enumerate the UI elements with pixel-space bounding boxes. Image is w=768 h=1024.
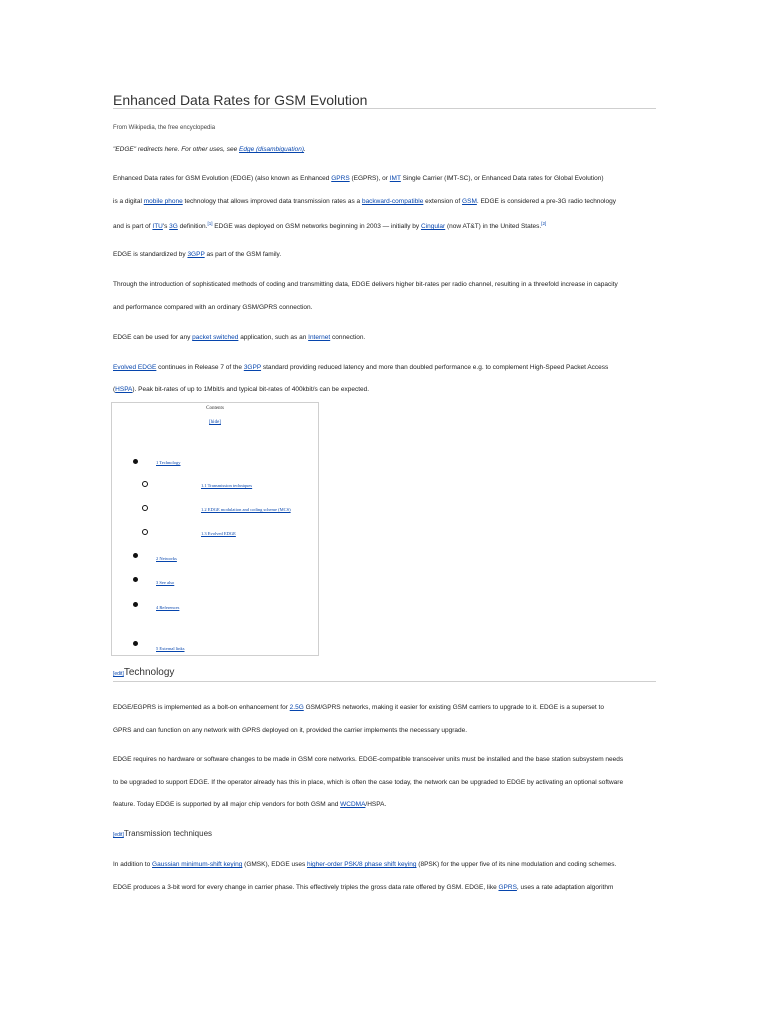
transmission-line: EDGE produces a 3-bit word for every change in carrier phase. This effectively triples the gross data rate offered by GSM. EDGE, like GPRS, uses a rate adaptation algorithm (113, 884, 614, 891)
gmsk-link[interactable]: Gaussian minimum-shift keying (152, 861, 243, 868)
toc-item-modulation-coding-scheme[interactable]: 1.2 EDGE modulation and coding scheme (MCS) (201, 507, 291, 512)
bullet-icon (133, 577, 138, 582)
reference-1[interactable]: [1] (207, 221, 213, 226)
technology-line: to be upgraded to support EDGE. If the operator already has this in place, which is often the case today, the network can be upgraded to EDGE by activating an optional software (113, 779, 624, 786)
reference-2[interactable]: [2] (541, 221, 547, 226)
circle-bullet-icon (142, 481, 148, 487)
toc-title: Contents (206, 406, 224, 411)
page-title: Enhanced Data Rates for GSM Evolution (113, 92, 368, 108)
3gpp-link[interactable]: 3GPP (187, 251, 205, 258)
internet-link[interactable]: Internet (308, 334, 331, 341)
technology-line: feature. Today EDGE is supported by all major chip vendors for both GSM and WCDMA/HSPA. (113, 801, 387, 808)
technology-line: EDGE requires no hardware or software changes to be made in GSM core networks. EDGE-compatible transceiver units must be installed and the base station subsystem needs (113, 756, 624, 763)
circle-bullet-icon (142, 529, 148, 535)
intro-line: (HSPA). Peak bit-rates of up to 1Mbit/s and typical bit-rates of 400kbit/s can be expected. (113, 386, 370, 393)
technology-line: GPRS and can function on any network with GPRS deployed on it, provided the carrier implements the necessary upgrade. (113, 727, 468, 734)
section-heading-technology: [edit]Technology (113, 667, 175, 678)
intro-line: Evolved EDGE continues in Release 7 of the 3GPP standard providing reduced latency and more than doubled performance e.g. to complement High-Speed Packet Access (113, 364, 609, 371)
mobile-phone-link[interactable]: mobile phone (143, 198, 183, 205)
section-divider (113, 681, 656, 682)
wcdma-link[interactable]: WCDMA (340, 801, 366, 808)
imt-link[interactable]: IMT (389, 175, 401, 182)
2-5g-link[interactable]: 2.5G (289, 704, 304, 711)
packet-switched-link[interactable]: packet switched (192, 334, 239, 341)
intro-line: and performance compared with an ordinary GSM/GPRS connection. (113, 304, 313, 311)
transmission-line: In addition to Gaussian minimum-shift keying (GMSK), EDGE uses higher-order PSK/8 phase shift keying (8PSK) for the upper five of its nine modulation and coding schemes. (113, 861, 617, 868)
edge-disambiguation-link[interactable]: Edge (disambiguation) (239, 146, 305, 153)
toc-item-transmission-techniques[interactable]: 1.1 Transmission techniques (201, 483, 253, 488)
cingular-link[interactable]: Cingular (420, 223, 446, 231)
bullet-icon (133, 459, 138, 464)
bullet-icon (133, 553, 138, 558)
toc-item-external-links[interactable]: 5 External links (156, 646, 185, 651)
title-divider (113, 108, 656, 109)
3gpp-link[interactable]: 3GPP (243, 364, 262, 371)
toc-hide-toggle[interactable]: [hide] (209, 420, 221, 425)
edit-section-link[interactable]: [edit] (113, 832, 124, 838)
toc-item-references[interactable]: 4 References (156, 605, 180, 610)
hatnote: "EDGE" redirects here. For other uses, see Edge (disambiguation). (113, 146, 306, 153)
toc-item-technology[interactable]: 1 Technology (156, 460, 181, 465)
circle-bullet-icon (142, 505, 148, 511)
bullet-icon (133, 641, 138, 646)
8psk-link[interactable]: higher-order PSK/8 phase shift keying (307, 861, 417, 868)
intro-line: and is part of ITU's 3G definition.[1] EDGE was deployed on GSM networks beginning in 2003 — initially by Cingular (now AT&T) in the United States.[2] (113, 221, 547, 231)
3g-link[interactable]: 3G (169, 223, 178, 231)
edit-section-link[interactable]: [edit] (113, 671, 124, 677)
toc-item-see-also[interactable]: 3 See also (156, 580, 175, 585)
table-of-contents (111, 402, 319, 656)
gprs-link[interactable]: GPRS (498, 884, 517, 891)
site-tagline: From Wikipedia, the free encyclopedia (113, 125, 216, 131)
hatnote-text: "EDGE" redirects here. For other uses, see (113, 146, 239, 153)
evolved-edge-link[interactable]: Evolved EDGE (113, 364, 157, 371)
intro-line: EDGE can be used for any packet switched application, such as an Internet connection. (113, 334, 366, 341)
gprs-link[interactable]: GPRS (331, 175, 350, 182)
toc-item-networks[interactable]: 2 Networks (156, 556, 177, 561)
intro-line: EDGE is standardized by 3GPP as part of the GSM family. (113, 251, 282, 258)
gsm-link[interactable]: GSM (462, 198, 477, 205)
intro-line: is a digital mobile phone technology that allows improved data transmission rates as a backward-compatible extension of GSM. EDGE is considered a pre-3G radio technology (113, 198, 616, 205)
technology-line: EDGE/EGPRS is implemented as a bolt-on enhancement for 2.5G GSM/GPRS networks, making it easier for existing GSM carriers to upgrade to it. EDGE is a superset to (113, 704, 604, 711)
toc-item-evolved-edge[interactable]: 1.3 Evolved EDGE (201, 531, 236, 536)
bullet-icon (133, 602, 138, 607)
intro-line: Enhanced Data rates for GSM Evolution (EDGE) (also known as Enhanced GPRS (EGPRS), or IMT Single Carrier (IMT-SC), or Enhanced Data rates for Global Evolution) (113, 175, 604, 182)
section-heading-transmission-techniques: [edit]Transmission techniques (113, 829, 213, 838)
hspa-link[interactable]: HSPA (115, 386, 133, 393)
intro-line: Through the introduction of sophisticated methods of coding and transmitting data, EDGE delivers higher bit-rates per radio channel, resulting in a threefold increase in capacity (113, 281, 618, 288)
backward-compatible-link[interactable]: backward-compatible (361, 198, 424, 205)
itu-link[interactable]: ITU (152, 223, 163, 231)
